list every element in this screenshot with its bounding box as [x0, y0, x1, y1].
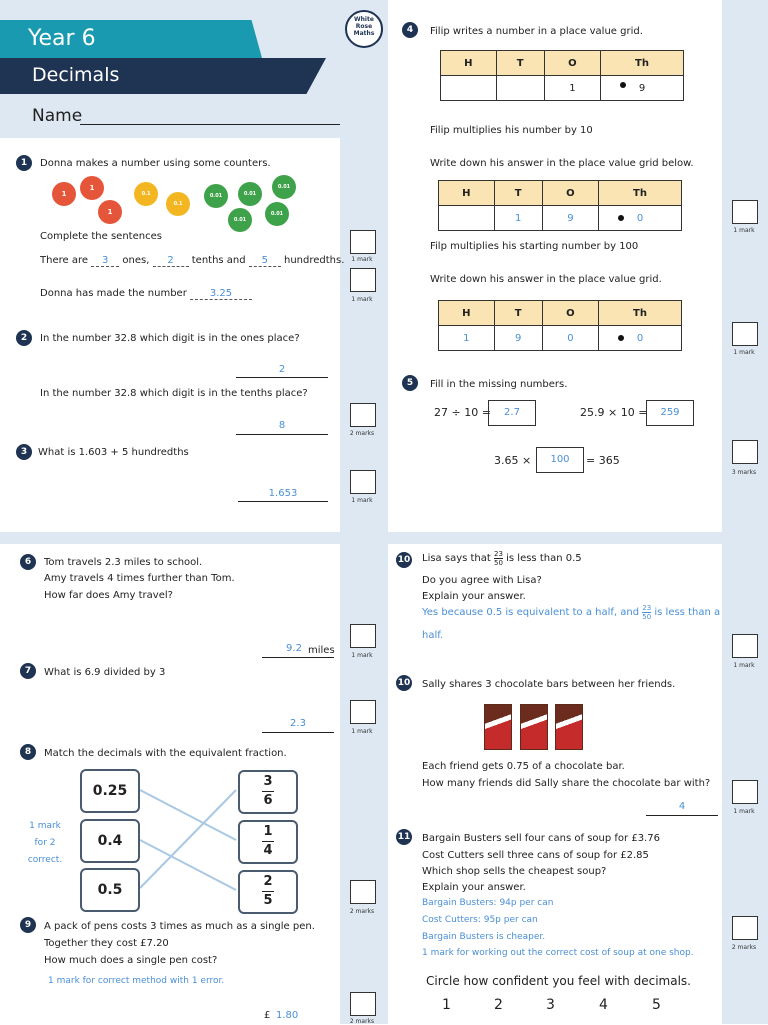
q10a-ans-b: is less than a [654, 607, 721, 618]
q2-text-2: In the number 32.8 which digit is in the tenths place? [40, 388, 308, 399]
q10a-frac-den: 50 [494, 559, 503, 567]
fraction-denominator: 6 [263, 793, 273, 808]
center-divider [384, 0, 388, 1024]
q6-unit: miles [308, 645, 335, 656]
fraction-numerator: 2 [263, 874, 273, 889]
q8-number: 8 [20, 744, 36, 760]
q10a-answer-fraction [642, 604, 651, 621]
q9-answer: 1.80 [276, 1010, 299, 1021]
q5-mark-box[interactable] [732, 440, 758, 464]
q3-number: 3 [16, 444, 32, 460]
match-line-04 [140, 840, 236, 890]
q5-expr-3b: = 365 [586, 454, 620, 467]
q10b-mark-box[interactable] [732, 780, 758, 804]
hundredths-answer: 5 [249, 255, 281, 267]
fraction-bar [262, 891, 274, 892]
matching-lines [0, 0, 384, 1024]
q2-answer-2: 8 [278, 420, 286, 431]
q10a-line-2: Do you agree with Lisa? [422, 575, 542, 586]
grid2-header-t: T [494, 181, 542, 206]
right-mark-column [722, 0, 768, 1024]
q2-number: 2 [16, 330, 32, 346]
counter-one: 1 [98, 200, 122, 224]
q9-line-2: Together they cost £7.20 [44, 938, 169, 949]
q10a-answer-line-2: half. [422, 630, 444, 641]
q8-note-line-2: for 2 [34, 838, 56, 848]
decimal-point-1 [620, 82, 626, 88]
counter-tenth: 0.1 [134, 182, 158, 206]
q9-currency: £ [264, 1010, 271, 1021]
q7-mark-label: 1 mark [351, 728, 373, 735]
decimal-point-3 [618, 335, 624, 341]
fraction-tile-1-4[interactable] [238, 820, 298, 864]
q10b-answer-line [646, 815, 718, 816]
grid1-header-h: H [441, 51, 497, 76]
q10a-line-1 [422, 550, 582, 567]
q11-answer-2: Cost Cutters: 95p per can [422, 915, 538, 925]
fraction-tile-3-6[interactable] [238, 770, 298, 814]
grid3-cell-h: 1 [439, 326, 495, 351]
grid2-cell-t: 1 [494, 206, 542, 231]
q9-marking-note: 1 mark for correct method with 1 error. [48, 976, 225, 986]
q10a-number: 10 [396, 552, 412, 568]
q5-answer-3[interactable]: 100 [536, 447, 584, 473]
fraction-bar [262, 791, 274, 792]
q1-text: Donna makes a number using some counters. [40, 158, 271, 169]
q2-mark-label: 2 marks [349, 430, 375, 437]
grid2-header-h: H [439, 181, 495, 206]
counter-hundredth: 0.01 [272, 175, 296, 199]
q10a-ans-frac-num: 23 [642, 604, 652, 612]
q10b-answer: 4 [678, 801, 686, 812]
name-label: Name [32, 106, 83, 126]
fraction-denominator: 5 [263, 893, 273, 908]
decimal-tile-05[interactable]: 0.5 [80, 868, 140, 912]
counter-tenth: 0.1 [166, 192, 190, 216]
q11-mark-box[interactable] [732, 916, 758, 940]
q5-answer-1[interactable]: 2.7 [488, 400, 536, 426]
confidence-title: Circle how confident you feel with decimals. [426, 974, 691, 988]
grid1-cell-t [496, 76, 544, 101]
q10a-l1b: is less than 0.5 [506, 553, 582, 564]
q10b-text: Sally shares 3 chocolate bars between her friends. [422, 679, 676, 690]
q6-line-3: How far does Amy travel? [44, 590, 173, 601]
counter-hundredth: 0.01 [265, 202, 289, 226]
q10a-mark-label: 1 mark [733, 662, 755, 669]
q1-s1d: hundredths. [284, 255, 345, 266]
q6-line-1: Tom travels 2.3 miles to school. [44, 557, 203, 568]
q10a-fraction [494, 550, 503, 567]
decimal-tile-025[interactable]: 0.25 [80, 769, 140, 813]
topic-title: Decimals [32, 64, 120, 86]
counter-one: 1 [80, 176, 104, 200]
grid2-cell-o: 9 [542, 206, 598, 231]
q1-s2: Donna has made the number [40, 288, 187, 299]
ones-answer: 3 [91, 255, 119, 267]
q9-line-3: How much does a single pen cost? [44, 955, 218, 966]
q8-note-line-3: correct. [27, 855, 63, 865]
q7-answer: 2.3 [290, 718, 306, 729]
q11-line-1: Bargain Busters sell four cans of soup for £3.76 [422, 833, 660, 844]
q3-mark-label: 1 mark [351, 497, 373, 504]
q1-mark-label-1: 1 mark [351, 256, 373, 263]
q6-mark-label: 1 mark [351, 652, 373, 659]
q8-note-line-1: 1 mark [29, 821, 61, 831]
q4-text-5: Write down his answer in the place value grid. [430, 274, 662, 285]
q10a-l1a: Lisa says that [422, 553, 491, 564]
q11-line-2: Cost Cutters sell three cans of soup for £2.85 [422, 850, 649, 861]
fraction-numerator: 3 [263, 774, 273, 789]
counter-one: 1 [52, 182, 76, 206]
q10a-answer-line-1 [422, 604, 720, 621]
grid3-cell-th: 0 [599, 326, 682, 351]
grid2-header-th: Th [599, 181, 682, 206]
grid3-cell-o: 0 [542, 326, 598, 351]
q6-answer: 9.2 [286, 643, 302, 654]
counter-hundredth: 0.01 [204, 184, 228, 208]
grid3-header-t: T [494, 301, 542, 326]
place-value-grid-3 [438, 300, 682, 351]
q10a-ans-frac-den: 50 [642, 613, 652, 621]
q9-mark-label: 2 marks [349, 1018, 375, 1025]
confidence-2[interactable]: 2 [494, 997, 503, 1013]
q4-text-2: Filip multiplies his number by 10 [430, 125, 593, 136]
q11-marking-note: 1 mark for working out the correct cost of soup at one shop. [422, 948, 694, 958]
q10b-number: 10 [396, 675, 412, 691]
q11-answer-3: Bargain Busters is cheaper. [422, 932, 546, 942]
q10b-line-2: Each friend gets 0.75 of a chocolate bar. [422, 761, 625, 772]
decimal-point-2 [618, 215, 624, 221]
q8-marking-note [22, 818, 68, 869]
q9-number: 9 [20, 917, 36, 933]
decimal-tile-04[interactable]: 0.4 [80, 819, 140, 863]
place-value-grid-1 [440, 50, 684, 101]
q6-line-2: Amy travels 4 times further than Tom. [44, 573, 235, 584]
q3-text: What is 1.603 + 5 hundredths [38, 447, 189, 458]
q4-number: 4 [402, 22, 418, 38]
q10a-mark-box[interactable] [732, 634, 758, 658]
q1-s1a: There are [40, 255, 88, 266]
chocolate-bar-icon [484, 704, 512, 750]
chocolate-bar-icon [555, 704, 583, 750]
grid3-header-h: H [439, 301, 495, 326]
q5-expr-3a: 3.65 × [494, 454, 532, 467]
match-line-05a [140, 790, 236, 888]
grid1-cell-o: 1 [544, 76, 600, 101]
q4-mark-label-2: 1 mark [733, 349, 755, 356]
grid2-header-o: O [542, 181, 598, 206]
q11-mark-label: 2 marks [731, 944, 757, 951]
q5-expr-2: 25.9 × 10 = [580, 406, 648, 419]
tenths-answer: 2 [153, 255, 189, 267]
confidence-1[interactable]: 1 [442, 997, 451, 1013]
q1-complete-label: Complete the sentences [40, 231, 162, 242]
q1-s1b: ones, [122, 255, 150, 266]
q1-mark-label-2: 1 mark [351, 296, 373, 303]
q8-text: Match the decimals with the equivalent fraction. [44, 748, 287, 759]
q1-number: 1 [16, 155, 32, 171]
q2-text-1: In the number 32.8 which digit is in the ones place? [40, 333, 300, 344]
grid3-header-o: O [542, 301, 598, 326]
q1-s1c: tenths and [191, 255, 246, 266]
q11-answer-1: Bargain Busters: 94p per can [422, 898, 554, 908]
q4-text-3: Write down his answer in the place value grid below. [430, 158, 694, 169]
q11-line-3: Which shop sells the cheapest soup? [422, 866, 607, 877]
grid1-cell-h [441, 76, 497, 101]
chocolate-bar-icon [520, 704, 548, 750]
q9-line-1: A pack of pens costs 3 times as much as a single pen. [44, 921, 315, 932]
match-line-025 [140, 790, 236, 840]
q4-text: Filip writes a number in a place value grid. [430, 26, 643, 37]
q10a-frac-num: 23 [494, 550, 503, 558]
q8-mark-label: 2 marks [349, 908, 375, 915]
confidence-4[interactable]: 4 [599, 997, 608, 1013]
counter-hundredth: 0.01 [238, 182, 262, 206]
q5-answer-2[interactable]: 259 [646, 400, 694, 426]
grid1-cell-th: 9 [601, 76, 684, 101]
q3-answer: 1.653 [268, 488, 298, 499]
logo-line-3: Maths [353, 30, 375, 37]
counter-hundredth: 0.01 [228, 208, 252, 232]
place-value-grid-2 [438, 180, 682, 231]
grid2-cell-h [439, 206, 495, 231]
fraction-denominator: 4 [263, 843, 273, 858]
q5-number: 5 [402, 375, 418, 391]
q4-mark-box-1[interactable] [732, 200, 758, 224]
q8-mark-box[interactable] [350, 880, 376, 904]
q11-number: 11 [396, 829, 412, 845]
q10a-ans-a: Yes because 0.5 is equivalent to a half, and [422, 607, 640, 618]
grid2-cell-th: 0 [599, 206, 682, 231]
logo-line-2: Rose [355, 23, 373, 30]
q10b-line-3: How many friends did Sally share the chocolate bar with? [422, 778, 711, 789]
logo-line-1: White [354, 16, 374, 23]
grid1-header-t: T [496, 51, 544, 76]
q10a-line-3: Explain your answer. [422, 591, 526, 602]
grid3-cell-t: 9 [494, 326, 542, 351]
q2-answer-1: 2 [278, 364, 286, 375]
grid1-header-th: Th [601, 51, 684, 76]
confidence-3[interactable]: 3 [546, 997, 555, 1013]
confidence-5[interactable]: 5 [652, 997, 661, 1013]
fraction-bar [262, 841, 274, 842]
number-answer: 3.25 [190, 288, 252, 300]
q11-line-4: Explain your answer. [422, 882, 526, 893]
year-title: Year 6 [28, 26, 96, 51]
q4-text-4: Filp multiplies his starting number by 100 [430, 241, 639, 252]
q5-expr-1: 27 ÷ 10 = [434, 406, 491, 419]
grid3-header-th: Th [599, 301, 682, 326]
fraction-numerator: 1 [263, 824, 273, 839]
q5-mark-label: 3 marks [731, 469, 757, 476]
grid1-header-o: O [544, 51, 600, 76]
q5-text: Fill in the missing numbers. [430, 379, 568, 390]
q10b-mark-label: 1 mark [733, 808, 755, 815]
fraction-tile-2-5[interactable] [238, 870, 298, 914]
q7-number: 7 [20, 663, 36, 679]
q4-mark-label-1: 1 mark [733, 227, 755, 234]
q4-mark-box-2[interactable] [732, 322, 758, 346]
q7-text: What is 6.9 divided by 3 [44, 667, 166, 678]
q6-number: 6 [20, 554, 36, 570]
q9-mark-box[interactable] [350, 992, 376, 1016]
